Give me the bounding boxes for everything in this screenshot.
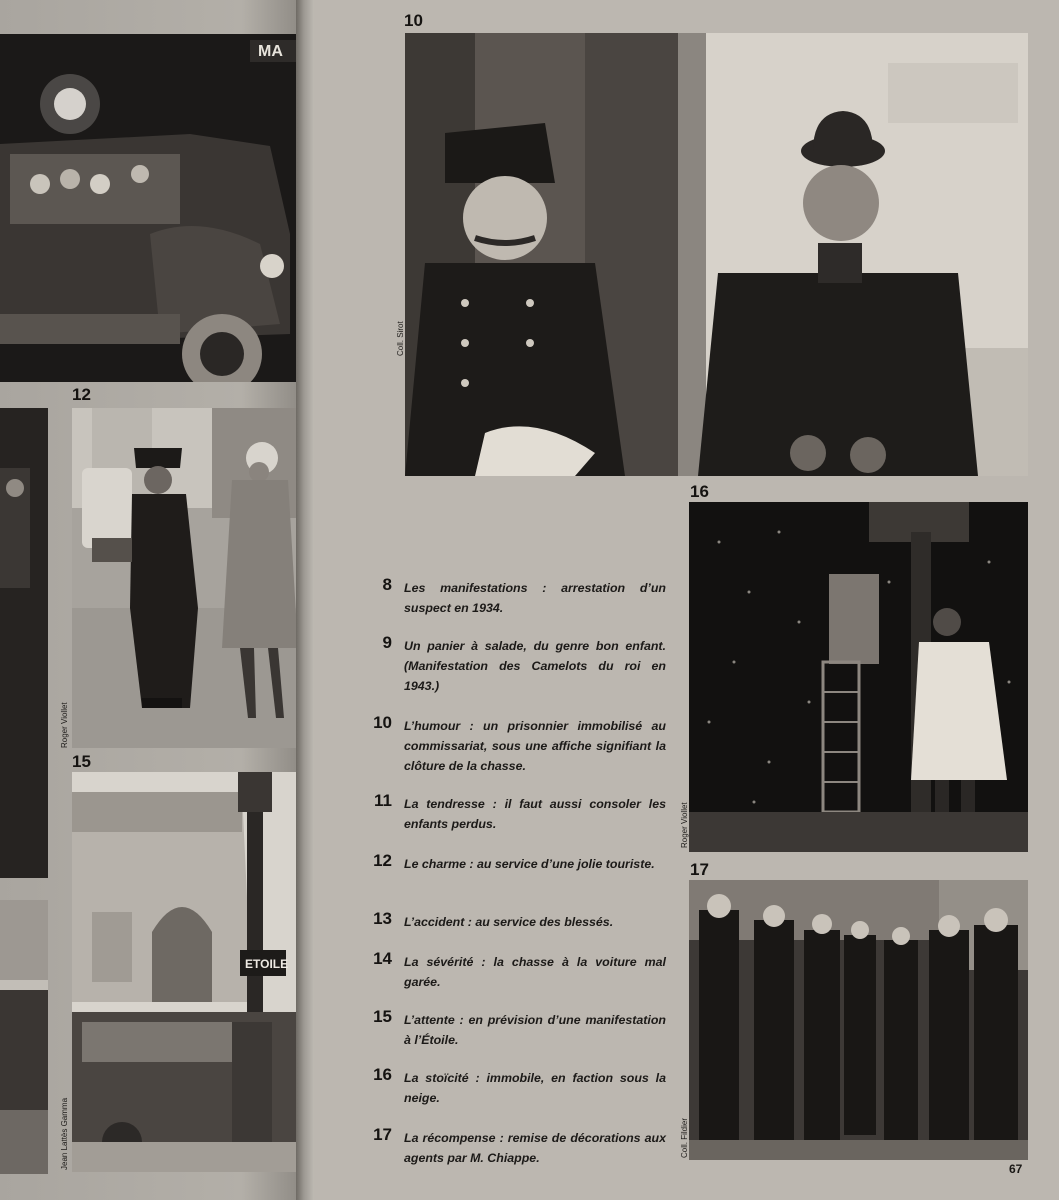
caption-number: 15 bbox=[373, 1007, 392, 1026]
page-number: 67 bbox=[1009, 1162, 1023, 1176]
photo-17-ceremony bbox=[689, 880, 1028, 1160]
caption-text: La stoïcité : immobile, en faction sous la neige. bbox=[404, 1071, 666, 1105]
figure-number-17: 17 bbox=[690, 860, 709, 879]
caption-text: Un panier à salade, du genre bon enfant. (Manifestation des Camelots du roi en 1943.) bbox=[404, 639, 666, 693]
caption-number: 9 bbox=[382, 633, 392, 652]
photo-10-prisoner bbox=[678, 33, 1028, 476]
caption-number: 13 bbox=[373, 909, 392, 928]
caption-text: La sévérité : la chasse à la voiture mal garée. bbox=[404, 955, 666, 989]
photo-10-officer bbox=[405, 33, 679, 476]
caption-number: 11 bbox=[374, 791, 392, 810]
sign-etoile: ETOILE bbox=[245, 957, 289, 971]
photo-9-paddy-wagon bbox=[0, 34, 302, 382]
caption-text: L’attente : en prévision d’une manifestation à l’Étoile. bbox=[404, 1013, 666, 1047]
photo-15-etoile bbox=[72, 772, 302, 1172]
caption-number: 8 bbox=[382, 575, 392, 594]
credit-12: Roger Viollet bbox=[60, 702, 69, 748]
gutter bbox=[296, 0, 314, 1200]
caption-text: La récompense : remise de décorations aux agents par M. Chiappe. bbox=[404, 1131, 666, 1165]
figure-number-12: 12 bbox=[72, 385, 91, 404]
photo-11-partial bbox=[0, 408, 48, 878]
caption-text: La tendresse : il faut aussi consoler les enfants perdus. bbox=[404, 797, 666, 831]
caption-number: 14 bbox=[373, 949, 392, 968]
caption-number: 17 bbox=[373, 1125, 392, 1144]
caption-number: 16 bbox=[373, 1065, 392, 1084]
photo-12-charm bbox=[72, 408, 302, 748]
credit-15: Jean Lattès Gamma bbox=[60, 1097, 69, 1170]
credit-10: Coll. Sirot bbox=[396, 321, 405, 356]
figure-number-15: 15 bbox=[72, 752, 91, 771]
figure-number-10: 10 bbox=[404, 11, 423, 30]
caption-number: 12 bbox=[373, 851, 392, 870]
sign-ma: MA bbox=[258, 43, 283, 60]
caption-text: L’accident : au service des blessés. bbox=[404, 915, 614, 929]
credit-16: Roger Viollet bbox=[680, 802, 689, 848]
caption-number: 10 bbox=[373, 713, 392, 732]
caption-text: Le charme : au service d’une jolie touriste. bbox=[404, 857, 655, 871]
figure-number-16: 16 bbox=[690, 482, 709, 501]
caption-text: L’humour : un prisonnier immobilisé au commissariat, sous une affiche signifiant la clôture de la chasse. bbox=[404, 719, 666, 773]
photo-14-partial bbox=[0, 900, 48, 1174]
photo-16-snow bbox=[689, 502, 1028, 852]
credit-17: Coll. Fildier bbox=[680, 1117, 689, 1158]
caption-text: Les manifestations : arrestation d’un suspect en 1934. bbox=[404, 581, 666, 615]
